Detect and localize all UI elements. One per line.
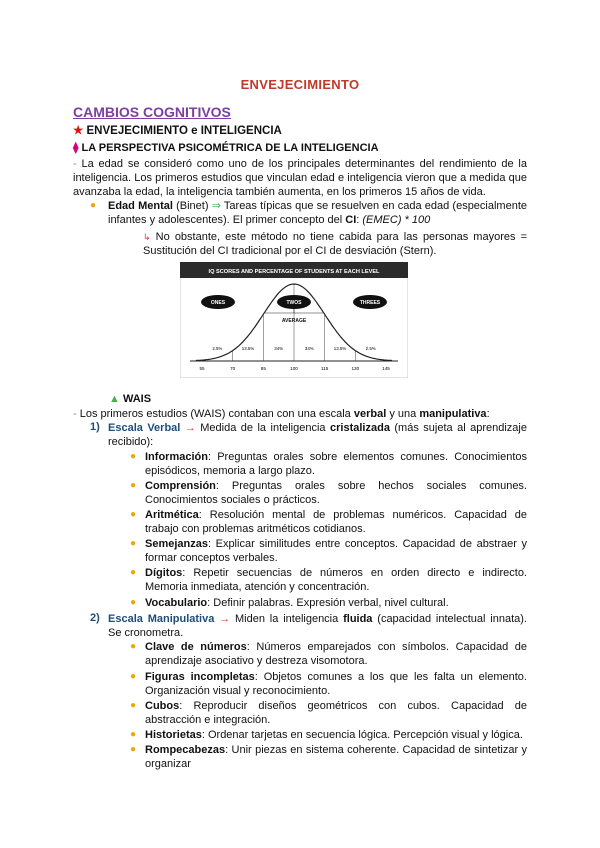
escala-verbal-item: Escala Verbal → Medida de la inteligencia cristalizada (más sujeta al aprendizaje recibido): [108, 422, 527, 449]
list-item: Dígitos: Repetir secuencias de números en orden directo e indirecto. Memoria inmediata, atención y concentración. [145, 567, 527, 594]
list-item: Aritmética: Resolución mental de problemas numéricos. Capacidad de trabajo con problemas aritméticos cotidianos. [145, 509, 527, 536]
bullet-dot-icon: ● [90, 200, 97, 211]
bullet-dot-icon: ● [130, 641, 137, 652]
bullet-dot-icon: ● [130, 671, 137, 682]
bullet-dot-icon: ● [130, 480, 137, 491]
percentage-label: 13.5% [333, 346, 347, 351]
wais-heading: ▲ WAIS [109, 393, 152, 405]
list-item: Comprensión: Preguntas orales sobre hechos sociales comunes. Conocimientos sociales o prácticos. [145, 480, 527, 507]
percentage-label: 13.5% [241, 346, 255, 351]
percentage-label: 34% [304, 346, 314, 351]
x-tick-label: 70 [230, 366, 236, 371]
label-twos: TWOS [286, 300, 302, 306]
iq-distribution-chart [180, 262, 408, 378]
bullet-dot-icon: ● [130, 729, 137, 740]
x-tick-label: 85 [260, 366, 266, 371]
arrow-right-icon: → [214, 613, 231, 625]
list-item: Figuras incompletas: Objetos comunes a los que les falta un elemento. Organización visual y reconocimiento. [145, 671, 527, 698]
list-item: Cubos: Reproducir diseños geométricos con cubos. Capacidad de abstracción e integración. [145, 700, 527, 727]
bullet-dot-icon: ● [130, 509, 137, 520]
arrow-right-icon: → [180, 422, 196, 434]
percentage-label: 34% [274, 346, 284, 351]
chart-title: IQ SCORES AND PERCENTAGE OF STUDENTS AT EACH LEVEL [208, 269, 380, 275]
percentage-label: 2.5% [212, 346, 223, 351]
list-number: 2) [90, 612, 100, 624]
x-tick-label: 55 [199, 366, 205, 371]
intro-paragraph: - La edad se consideró como uno de los principales determinantes del rendimiento de la inteligencia. Los primeros estudios que vinculan edad e inteligencia vieron que a medida que avanzaba la edad, la inteligencia también aumenta, en los primeros 15 años de vida. [73, 158, 527, 199]
diamond-icon: ⧫ [73, 142, 79, 154]
bullet-dot-icon: ● [130, 597, 137, 608]
list-number: 1) [90, 421, 100, 433]
bullet-dot-icon: ● [130, 538, 137, 549]
list-item: Clave de números: Números emparejados con símbolos. Capacidad de aprendizaje asociativo y destreza visomotora. [145, 641, 528, 668]
return-arrow-icon: ↳ [143, 232, 151, 242]
page-title: ENVEJECIMIENTO [240, 77, 360, 92]
bullet-dot-icon: ● [130, 451, 137, 462]
edad-mental-item: Edad Mental (Binet) ⇒ Tareas típicas que se resuelven en cada edad (especialmente infantes y adolescentes). El primer concepto del CI: (EMEC) * 100 [108, 200, 528, 227]
list-item: Rompecabezas: Unir piezas en sistema coherente. Capacidad de sintetizar y organizar [145, 744, 527, 771]
triangle-icon: ▲ [109, 393, 120, 405]
x-tick-label: 115 [321, 366, 329, 371]
list-item: Historietas: Ordenar tarjetas en secuencia lógica. Percepción visual y lógica. [145, 729, 523, 741]
subheading-envejecimiento: ★ ENVEJECIMIENTO e INTELIGENCIA [73, 125, 282, 137]
label-ones: ONES [210, 300, 226, 306]
subheading-perspectiva: ⧫ LA PERSPECTIVA PSICOMÉTRICA DE LA INTELIGENCIA [73, 142, 379, 154]
x-tick-label: 100 [290, 366, 298, 371]
star-icon: ★ [73, 125, 84, 137]
list-item: Información: Preguntas orales sobre elementos comunes. Conocimientos episódicos, memoria a largo plazo. [145, 451, 527, 478]
bullet-dot-icon: ● [130, 744, 137, 755]
label-average: AVERAGE [281, 318, 307, 324]
list-item: Semejanzas: Explicar similitudes entre conceptos. Capacidad de abstraer y formar conceptos verbales. [145, 538, 527, 565]
section-heading: CAMBIOS COGNITIVOS [73, 104, 231, 120]
percentage-label: 2.5% [365, 346, 376, 351]
x-tick-label: 145 [382, 366, 390, 371]
edad-mental-note: ↳ No obstante, este método no tiene cabida para las personas mayores = Sustitución del CI tradicional por el CI de desviación (Stern). [143, 231, 527, 258]
wais-intro: - Los primeros estudios (WAIS) contaban con una escala verbal y una manipulativa: [73, 408, 490, 420]
bullet-dot-icon: ● [130, 567, 137, 578]
x-tick-label: 130 [351, 366, 360, 371]
bullet-dot-icon: ● [130, 700, 137, 711]
label-threes: THREES [359, 300, 381, 306]
right-arrow-icon: ⇒ [211, 200, 221, 212]
list-item: Vocabulario: Definir palabras. Expresión verbal, nivel cultural. [145, 597, 449, 609]
escala-manipulativa-item: Escala Manipulativa → Miden la inteligencia fluida (capacidad intelectual innata). Se cronometra. [108, 613, 527, 640]
